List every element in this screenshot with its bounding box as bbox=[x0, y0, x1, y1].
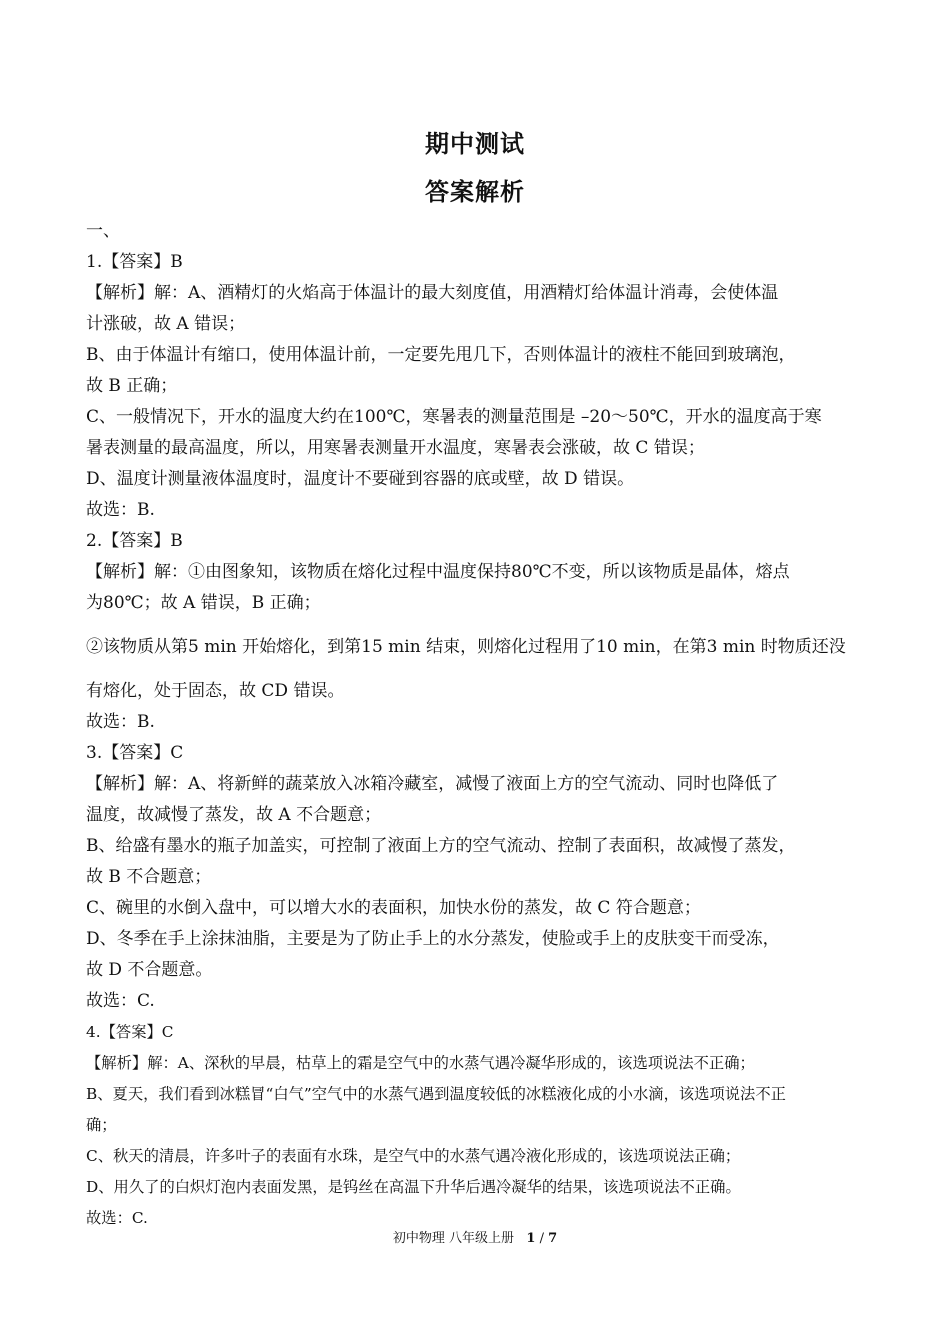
footer-page-total: 7 bbox=[548, 1231, 558, 1246]
q4-analysis-a: 【解析】解：A、深秋的早晨，枯草上的霜是空气中的水蒸气遇冷凝华形成的，该选项说法不正确； bbox=[86, 1054, 755, 1072]
q3-analysis-b: B、给盛有墨水的瓶子加盖实，可控制了液面上方的空气流动、控制了表面积，故减慢了蒸发， bbox=[86, 836, 796, 856]
q3-analysis-b-cont: 故 B 不合题意； bbox=[86, 867, 212, 887]
section-label: 一、 bbox=[86, 221, 120, 241]
q1-analysis-a: 【解析】解：A、酒精灯的火焰高于体温计的最大刻度值，用酒精灯给体温计消毒，会使体温 bbox=[86, 283, 779, 303]
q2-analysis-a-cont: 为80℃；故 A 错误，B 正确； bbox=[86, 593, 321, 613]
q1-analysis-b-cont: 故 B 正确； bbox=[86, 376, 178, 396]
footer-page-separator: / bbox=[535, 1231, 549, 1246]
q1-analysis-b: B、由于体温计有缩口，使用体温计前，一定要先甩几下，否则体温计的液柱不能回到玻璃泡， bbox=[86, 345, 796, 365]
q3-answer: 3.【答案】C bbox=[86, 743, 184, 763]
page-footer bbox=[0, 1227, 950, 1246]
question-3 bbox=[86, 738, 866, 1017]
q1-analysis-d: D、温度计测量液体温度时，温度计不要碰到容器的底或壁，故 D 错误。 bbox=[86, 469, 635, 489]
q3-analysis-d: D、冬季在手上涂抹油脂，主要是为了防止手上的水分蒸发，使脸或手上的皮肤变干而受冻， bbox=[86, 929, 780, 949]
q1-analysis-c: C、一般情况下，开水的温度大约在100℃，寒暑表的测量范围是 –20～50℃，开水的温度高于寒 bbox=[86, 407, 822, 427]
q4-answer: 4.【答案】C bbox=[86, 1023, 174, 1041]
q2-choice: 故选：B. bbox=[86, 712, 155, 732]
q1-choice: 故选：B. bbox=[86, 500, 155, 520]
page-title: 期中测试 bbox=[425, 130, 525, 158]
q2-analysis-a: 【解析】解：①由图象知，该物质在熔化过程中温度保持80℃不变，所以该物质是晶体，熔点 bbox=[86, 562, 790, 582]
q3-analysis-a-cont: 温度，故减慢了蒸发，故 A 不合题意； bbox=[86, 805, 382, 825]
footer-page-number: 1 bbox=[526, 1231, 536, 1246]
q1-analysis-a-cont: 计涨破，故 A 错误； bbox=[86, 314, 246, 334]
q3-choice: 故选：C. bbox=[86, 991, 155, 1011]
question-2 bbox=[86, 526, 866, 738]
q4-analysis-c: C、秋天的清晨，许多叶子的表面有水珠，是空气中的水蒸气遇冷液化形成的，该选项说法正确； bbox=[86, 1147, 741, 1165]
q2-analysis-b: ②该物质从第5 min 开始熔化，到第15 min 结束，则熔化过程用了10 min，在第3 min 时物质还没 bbox=[86, 637, 846, 657]
q1-analysis-c-cont: 暑表测量的最高温度，所以，用寒暑表测量开水温度，寒暑表会涨破，故 C 错误； bbox=[86, 438, 705, 458]
q2-answer: 2.【答案】B bbox=[86, 531, 183, 551]
answer-content bbox=[86, 216, 866, 1234]
q3-analysis-d-cont: 故 D 不合题意。 bbox=[86, 960, 213, 980]
footer-course: 初中物理 八年级上册 bbox=[392, 1231, 514, 1246]
q4-analysis-b-cont: 确； bbox=[86, 1116, 117, 1134]
page-subtitle: 答案解析 bbox=[425, 178, 525, 206]
q2-analysis-b-cont: 有熔化，处于固态，故 CD 错误。 bbox=[86, 681, 345, 701]
q4-choice: 故选：C. bbox=[86, 1209, 148, 1227]
q4-analysis-b: B、夏天，我们看到冰糕冒“白气”空气中的水蒸气遇到温度较低的冰糕液化成的小水滴，该选项说法不正 bbox=[86, 1085, 786, 1103]
q3-analysis-a: 【解析】解：A、将新鲜的蔬菜放入冰箱冷藏室，减慢了液面上方的空气流动、同时也降低了 bbox=[86, 774, 779, 794]
question-4 bbox=[86, 1017, 866, 1234]
q4-analysis-d: D、用久了的白炽灯泡内表面发黑，是钨丝在高温下升华后遇冷凝华的结果，该选项说法不正确。 bbox=[86, 1178, 741, 1196]
q3-analysis-c: C、碗里的水倒入盘中，可以增大水的表面积，加快水份的蒸发，故 C 符合题意； bbox=[86, 898, 701, 918]
q1-answer: 1.【答案】B bbox=[86, 252, 183, 272]
question-1 bbox=[86, 247, 866, 526]
